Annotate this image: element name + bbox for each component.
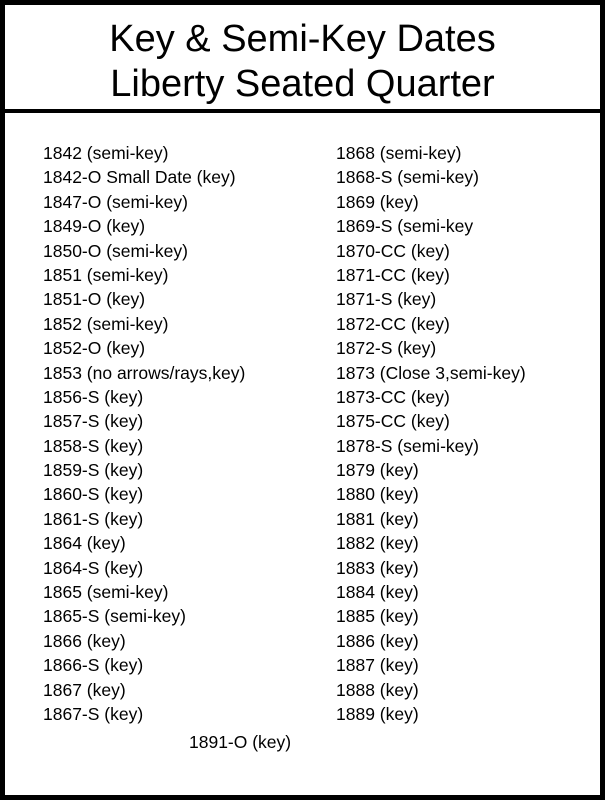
date-list-item: 1867 (key) [43, 679, 126, 700]
date-list-item: 1875-CC (key) [336, 411, 450, 432]
date-list-item: 1882 (key) [336, 533, 419, 554]
date-list-item: 1868 (semi-key) [336, 143, 462, 163]
date-list-item: 1888 (key) [336, 679, 419, 700]
date-list-item: 1851 (semi-key) [43, 264, 169, 285]
date-list-item: 1866 (key) [43, 630, 126, 651]
date-list-item: 1866-S (key) [43, 655, 144, 676]
date-list-item: 1871-S (key) [336, 289, 437, 310]
date-list-item: 1889 (key) [336, 703, 419, 724]
date-list-item: 1884 (key) [336, 582, 419, 603]
date-list-item: 1873 (Close 3,semi-key) [336, 362, 526, 383]
date-list-item: 1842-O Small Date (key) [43, 167, 236, 188]
date-list-item: 1842 (semi-key) [43, 143, 169, 163]
date-list-item: 1879 (key) [336, 460, 419, 481]
date-list-item: 1852-O (key) [43, 338, 146, 359]
document-frame [5, 5, 600, 795]
date-list-item: 1887 (key) [336, 655, 419, 676]
date-list-item: 1856-S (key) [43, 386, 144, 407]
date-list-item: 1883 (key) [336, 557, 419, 578]
date-list-item: 1857-S (key) [43, 411, 144, 432]
date-list-item: 1847-O (semi-key) [43, 191, 188, 212]
date-list-item: 1885 (key) [336, 606, 419, 627]
date-list-item: 1851-O (key) [43, 289, 146, 310]
page-title-line-1: Key & Semi-Key Dates [109, 18, 496, 60]
footer-date-item: 1891-O (key) [189, 732, 292, 752]
date-list-item: 1881 (key) [336, 508, 419, 529]
date-list-item: 1873-CC (key) [336, 386, 450, 407]
date-list-item: 1867-S (key) [43, 703, 144, 724]
date-list-item: 1864-S (key) [43, 557, 144, 578]
date-list-item: 1858-S (key) [43, 435, 144, 456]
date-list-item: 1869 (key) [336, 191, 419, 212]
date-list-item: 1849-O (key) [43, 216, 146, 237]
date-list-item: 1872-S (key) [336, 338, 437, 359]
date-list-item: 1872-CC (key) [336, 313, 450, 334]
date-list-item: 1859-S (key) [43, 460, 144, 481]
date-list-item: 1853 (no arrows/rays,key) [43, 362, 246, 383]
date-list-item: 1870-CC (key) [336, 240, 450, 261]
page-title-line-2: Liberty Seated Quarter [110, 63, 495, 105]
date-list-item: 1865 (semi-key) [43, 582, 169, 603]
date-list-item: 1852 (semi-key) [43, 313, 169, 334]
date-list-item: 1864 (key) [43, 533, 126, 554]
right-date-list [336, 141, 526, 726]
date-list-item: 1860-S (key) [43, 484, 144, 505]
date-list-item: 1880 (key) [336, 484, 419, 505]
left-date-list [43, 141, 245, 726]
title-header [5, 5, 600, 113]
date-list-item: 1869-S (semi-key [336, 216, 474, 237]
date-list-item: 1861-S (key) [43, 508, 144, 529]
date-list-item: 1886 (key) [336, 630, 419, 651]
date-list-item: 1868-S (semi-key) [336, 167, 479, 188]
date-list-item: 1871-CC (key) [336, 264, 450, 285]
date-list-item: 1865-S (semi-key) [43, 606, 186, 627]
date-list-item: 1878-S (semi-key) [336, 435, 479, 456]
date-list-item: 1850-O (semi-key) [43, 240, 188, 261]
